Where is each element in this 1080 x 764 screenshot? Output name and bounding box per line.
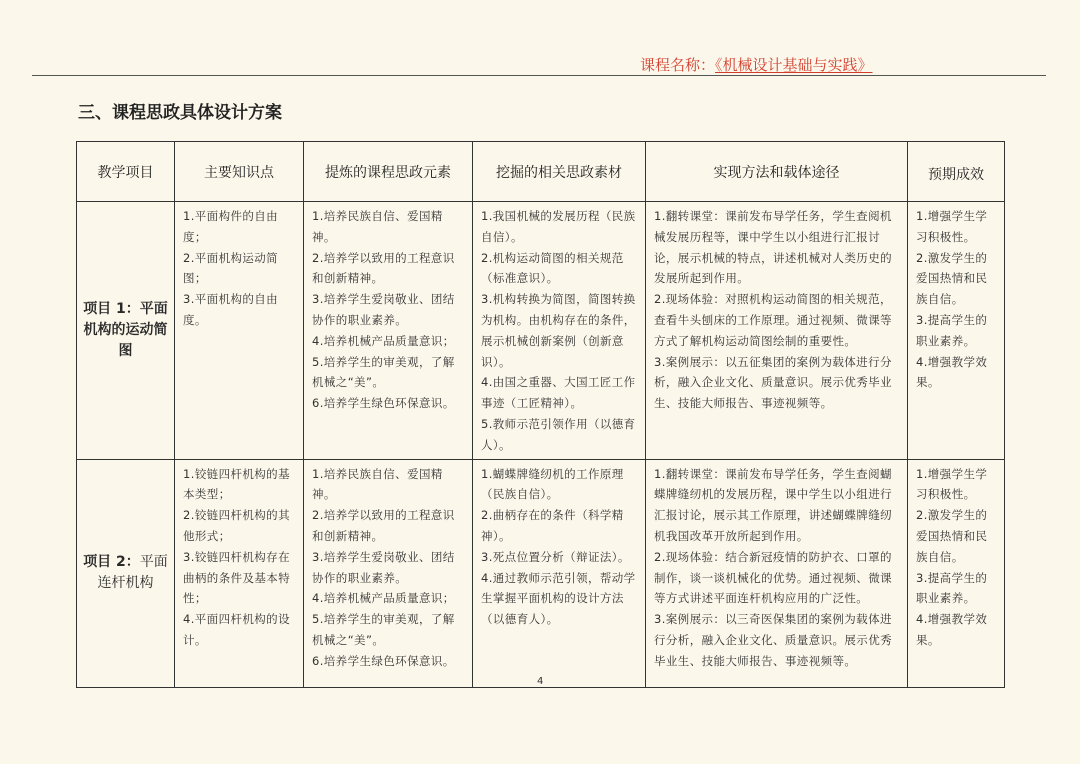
cell-line: 1.我国机械的发展历程（民族自信）。: [481, 209, 636, 244]
cell-line: 4.平面四杆机构的设计。: [183, 612, 290, 647]
cell-line: 1.培养民族自信、爱国精神。: [312, 466, 443, 502]
elements-cell: [304, 202, 473, 460]
elements-cell: [304, 459, 473, 687]
cell-line: 2.机构运动简图的相关规范（标准意识）。: [481, 250, 624, 286]
column-header-materials: 挖掘的相关思政素材: [473, 142, 646, 202]
cell-line: 3.平面机构的自由度。: [183, 292, 279, 327]
project-cell: [77, 202, 175, 460]
cell-line: 3.铰链四杆机构存在曲柄的条件及基本特性；: [183, 549, 291, 606]
cell-line: 5.教师示范引领作用（以德育人）。: [481, 416, 636, 452]
knowledge-cell: [175, 459, 304, 687]
section-title: 三、课程思政具体设计方案: [78, 103, 282, 123]
table-header-row: [77, 142, 1005, 202]
cell-line: 1.增强学生学习积极性。: [916, 209, 988, 244]
cell-line: 4.培养机械产品质量意识；: [312, 591, 455, 606]
cell-line: 1.翻转课堂：课前发布导学任务，学生查阅蝴蝶牌缝纫机的发展历程，课中学生以小组进行汇报讨论，展示其工作原理，讲述蝴蝶牌缝纫机我国改革开放所起到作用。: [654, 466, 892, 543]
cell-line: 3.培养学生爱岗敬业、团结协作的职业素养。: [312, 292, 455, 327]
methods-cell: [646, 202, 908, 460]
cell-line: 1.铰链四杆机构的基本类型；: [183, 466, 290, 502]
cell-line: 6.培养学生绿色环保意识。: [312, 396, 455, 411]
cell-line: 3.提高学生的职业素养。: [916, 312, 988, 348]
cell-line: 5.培养学生的审美观，了解机械之“美”。: [312, 354, 455, 390]
materials-cell: [473, 202, 646, 460]
materials-cell: [473, 459, 646, 687]
cell-line: 4.由国之重器、大国工匠工作事迹（工匠精神）。: [481, 375, 636, 411]
course-label: 课程名称：: [640, 56, 716, 74]
cell-line: 1.平面构件的自由度；: [183, 209, 279, 244]
project-cell: [77, 459, 175, 687]
cell-line: 1.增强学生学习积极性。: [916, 466, 988, 502]
table-row: [77, 202, 1005, 460]
cell-line: 3.案例展示：以三奇医保集团的案例为载体进行分析，融入企业文化、质量意识。展示优秀毕业生、技能大师报告、事迹视频等。: [654, 612, 892, 668]
cell-line: 4.增强教学效果。: [916, 612, 988, 647]
cell-line: 1.培养民族自信、爱国精神。: [312, 209, 443, 244]
course-name-header: [640, 54, 873, 75]
cell-line: 2.激发学生的爱国热情和民族自信。: [916, 250, 988, 307]
project-title-bold: 项目 2：: [83, 554, 140, 571]
methods-cell: [646, 459, 908, 687]
cell-line: 1.翻转课堂：课前发布导学任务，学生查阅机械发展历程等，课中学生以小组进行汇报讨论，展示机械的特点，讲述机械对人类历史的发展所起到作用。: [654, 209, 892, 286]
cell-line: 2.激发学生的爱国热情和民族自信。: [916, 508, 988, 564]
cell-line: 2.现场体验：对照机构运动简图的相关规范，查看牛头刨床的工作原理。通过视频、微课等方式了解机构运动简图绘制的重要性。: [654, 292, 892, 348]
cell-line: 3.提高学生的职业素养。: [916, 570, 988, 606]
cell-line: 4.增强教学效果。: [916, 354, 988, 390]
project-title-plain: 平面连杆机构: [97, 554, 168, 592]
column-header-project: 教学项目: [77, 142, 175, 202]
cell-line: 5.培养学生的审美观，了解机械之“美”。: [312, 612, 455, 647]
course-name: 《机械设计基础与实践》: [715, 56, 873, 74]
cell-line: 2.培养学以致用的工程意识和创新精神。: [312, 250, 455, 286]
cell-line: 2.曲柄存在的条件（科学精神）。: [481, 508, 624, 543]
cell-line: 2.铰链四杆机构的其他形式；: [183, 508, 290, 543]
column-header-elements: 提炼的课程思政元素: [304, 142, 473, 202]
cell-line: 2.培养学以致用的工程意识和创新精神。: [312, 508, 455, 543]
knowledge-cell: [175, 202, 304, 460]
cell-line: 3.培养学生爱岗敬业、团结协作的职业素养。: [312, 549, 455, 585]
column-header-methods: 实现方法和载体途径: [646, 142, 908, 202]
cell-line: 4.培养机械产品质量意识；: [312, 333, 455, 348]
cell-line: 6.培养学生绿色环保意识。: [312, 653, 455, 668]
cell-line: 2.现场体验：结合新冠疫情的防护衣、口罩的制作，谈一谈机械化的优势。通过视频、微课等方式讲述平面连杆机构应用的广泛性。: [654, 549, 892, 606]
outcomes-cell: [908, 459, 1005, 687]
cell-line: 3.案例展示：以五征集团的案例为载体进行分析，融入企业文化、质量意识。展示优秀毕业生、技能大师报告、事迹视频等。: [654, 354, 892, 411]
cell-line: 2.平面机构运动简图；: [183, 250, 279, 286]
design-plan-table: [76, 141, 1005, 688]
table-row: [77, 459, 1005, 687]
cell-line: 3.死点位置分析（辩证法）。: [481, 549, 630, 564]
cell-line: 4.通过教师示范引领，帮动学生掌握平面机构的设计方法（以德育人）。: [481, 570, 636, 627]
cell-line: 1.蝴蝶牌缝纫机的工作原理（民族自信）。: [481, 466, 624, 502]
cell-line: 3.机构转换为简图，简图转换为机构。由机构存在的条件，展示机械创新案例（创新意识）。: [481, 292, 636, 369]
column-header-knowledge: 主要知识点: [175, 142, 304, 202]
project-title-bold: 项目 1：平面机构的运动简图: [83, 300, 168, 359]
header-divider: [32, 75, 1046, 76]
column-header-outcomes: 预期成效: [908, 142, 1005, 202]
outcomes-cell: [908, 202, 1005, 460]
page-number: 4: [537, 676, 544, 687]
